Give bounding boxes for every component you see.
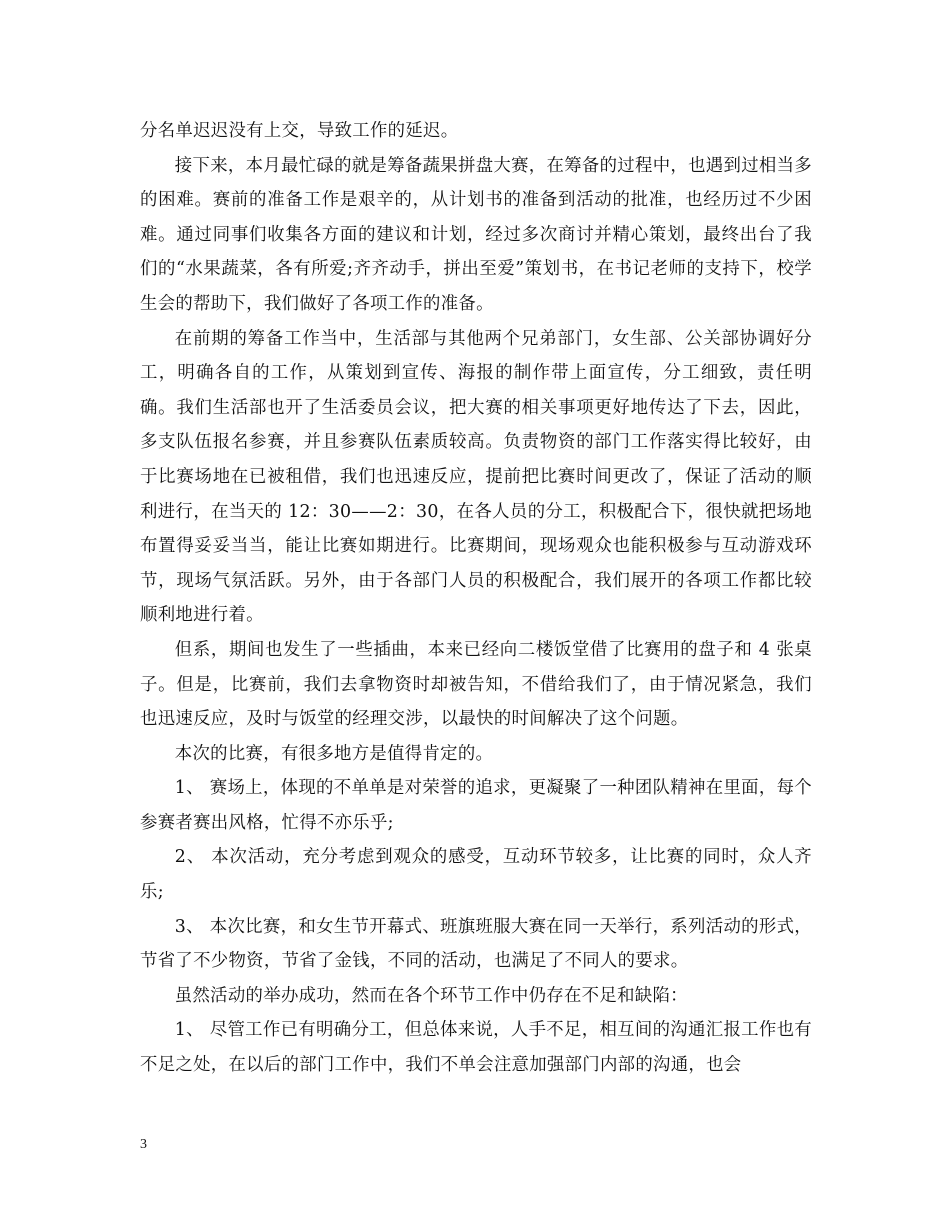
paragraph-4: 但系，期间也发生了一些插曲，本来已经向二楼饭堂借了比赛用的盘子和 4 张桌子。但是，比赛前，我们去拿物资时却被告知，不借给我们了，由于情况紧急，我们也迅速反应，及时与饭堂的经理交涉，以最快的时间解决了这个问题。 [140,639,812,730]
list-item-positive-1: 1、 赛场上，体现的不单单是对荣誉的追求，更凝聚了一种团队精神在里面，每个参赛者赛出风格，忙得不亦乐乎; [140,778,812,833]
list-item-shortcoming-1: 1、 尽管工作已有明确分工，但总体来说，人手不足，相互间的沟通汇报工作也有不足之处，在以后的部门工作中，我们不单会注意加强部门内部的沟通，也会 [140,1020,812,1076]
paragraph-shortcomings-intro: 虽然活动的举办成功，然而在各个环节工作中仍存在不足和缺陷： [174,985,688,1006]
paragraph-5: 本次的比赛，有很多地方是值得肯定的。 [174,743,494,764]
list-item-positive-3: 3、 本次比赛，和女生节开幕式、班旗班服大赛在同一天举行，系列活动的形式，节省了不少物资，节省了金钱，不同的活动，也满足了不同人的要求。 [140,916,812,972]
paragraph-2: 接下来，本月最忙碌的就是筹备蔬果拼盘大赛，在筹备的过程中，也遇到过相当多的困难。赛前的准备工作是艰辛的，从计划书的准备到活动的批准，也经历过不少困难。通过同事们收集各方面的建议和计划，经过多次商讨并精心策划，最终出台了我们的“水果蔬菜，各有所爱;齐齐动手，拼出至爱”策划书，在书记老师的支持下，校学生会的帮助下，我们做好了各项工作的准备。 [140,155,812,314]
list-item-positive-2: 2、 本次活动，充分考虑到观众的感受，互动环节较多，让比赛的同时，众人齐乐; [140,847,812,903]
document-body [140,114,812,1083]
paragraph-3: 在前期的筹备工作当中，生活部与其他两个兄弟部门，女生部、公关部协调好分工，明确各自的工作，从策划到宣传、海报的制作带上面宣传，分工细致，责任明确。我们生活部也开了生活委员会议，把大赛的相关事项更好地传达了下去，因此，多支队伍报名参赛，并且参赛队伍素质较高。负责物资的部门工作落实得比较好，由于比赛场地在已被租借，我们也迅速反应，提前把比赛时间更改了，保证了活动的顺利进行，在当天的 12：30——2：30，在各人员的分工，积极配合下，很快就把场地布置得妥妥当当，能让比赛如期进行。比赛期间，现场观众也能积极参与互动游戏环节，现场气氛活跃。另外，由于各部门人员的积极配合，我们展开的各项工作都比较顺利地进行着。 [140,328,812,626]
paragraph-1: 分名单迟迟没有上交，导致工作的延迟。 [140,121,459,141]
page-number: 3 [140,1137,147,1152]
